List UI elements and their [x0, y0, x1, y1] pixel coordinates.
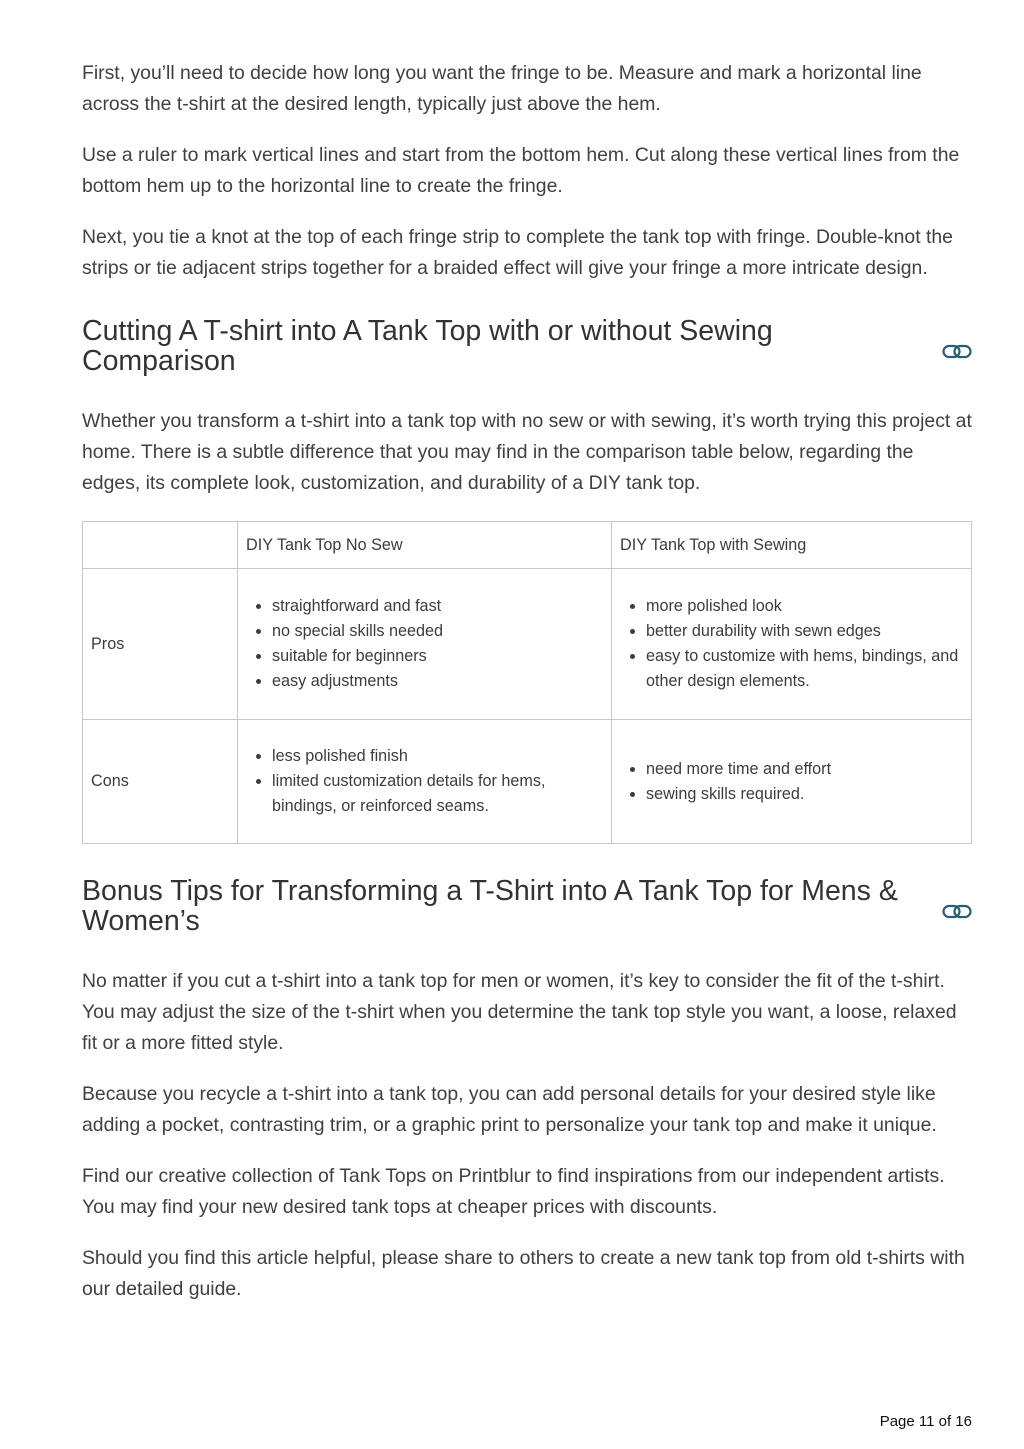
- table-row: [83, 569, 972, 720]
- list-item: • better durability with sewn edges: [646, 619, 963, 644]
- paragraph: Find our creative collection of Tank Tops on Printblur to find inspirations from our independent artists. You may find your new desired tank tops at cheaper prices with discounts.: [82, 1165, 945, 1218]
- list-item: • easy adjustments: [272, 669, 603, 694]
- table-cell: [238, 720, 612, 844]
- list-item: • less polished finish: [272, 744, 603, 769]
- list-item: • need more time and effort: [646, 757, 963, 782]
- paragraph: Should you find this article helpful, please share to others to create a new tank top from old t-shirts with our detailed guide.: [82, 1247, 965, 1300]
- comparison-table: [82, 521, 972, 844]
- table-header-cell: DIY Tank Top No Sew: [238, 522, 612, 569]
- pros-sewing-list: [620, 594, 963, 694]
- pros-no-sew-list: [246, 594, 603, 694]
- table-header-row: [83, 522, 972, 569]
- paragraph: First, you’ll need to decide how long you want the fringe to be. Measure and mark a horizontal line across the t-shirt at the desired length, typically just above the hem.: [82, 62, 922, 115]
- list-item: • limited customization details for hems, bindings, or reinforced seams.: [272, 769, 603, 819]
- section-heading-comparison: [82, 316, 972, 376]
- table-cell: [612, 569, 972, 720]
- row-label: Cons: [83, 720, 238, 844]
- row-label: Pros: [83, 569, 238, 720]
- list-item: • sewing skills required.: [646, 782, 963, 807]
- list-item: • suitable for beginners: [272, 644, 603, 669]
- list-item: • no special skills needed: [272, 619, 603, 644]
- table-cell: [612, 720, 972, 844]
- table-header-cell: [83, 522, 238, 569]
- paragraph: Use a ruler to mark vertical lines and start from the bottom hem. Cut along these vertical lines from the bottom hem up to the horizontal line to create the fringe.: [82, 144, 960, 197]
- article-content: [82, 58, 972, 1325]
- cons-no-sew-list: [246, 744, 603, 819]
- link-icon[interactable]: [942, 343, 972, 361]
- section-title: Bonus Tips for Transforming a T-Shirt into A Tank Top for Mens & Women’s: [82, 875, 898, 937]
- list-item: • easy to customize with hems, bindings, and other design elements.: [646, 644, 963, 694]
- link-icon[interactable]: [942, 903, 972, 921]
- list-item: • more polished look: [646, 594, 963, 619]
- page-number: Page 11 of 16: [879, 1413, 972, 1430]
- paragraph: No matter if you cut a t-shirt into a tank top for men or women, it’s key to consider the fit of the t-shirt. You may adjust the size of the t-shirt when you determine the tank top style you want, a loose, relaxed fit or a more fitted style.: [82, 970, 957, 1054]
- list-item: • straightforward and fast: [272, 594, 603, 619]
- table-row: [83, 720, 972, 844]
- table-header-cell: DIY Tank Top with Sewing: [612, 522, 972, 569]
- cons-sewing-list: [620, 757, 963, 807]
- paragraph: Whether you transform a t-shirt into a tank top with no sew or with sewing, it’s worth trying this project at home. There is a subtle difference that you may find in the comparison table below, regarding the edges, its complete look, customization, and durability of a DIY tank top.: [82, 410, 972, 494]
- paragraph: Because you recycle a t-shirt into a tank top, you can add personal details for your desired style like adding a pocket, contrasting trim, or a graphic print to personalize your tank top and make it unique.: [82, 1083, 937, 1136]
- paragraph: Next, you tie a knot at the top of each fringe strip to complete the tank top with fringe. Double-knot the strips or tie adjacent strips together for a braided effect will give your fringe a more intricate design.: [82, 226, 953, 279]
- section-heading-bonus-tips: [82, 876, 972, 936]
- table-cell: [238, 569, 612, 720]
- section-title: Cutting A T-shirt into A Tank Top with or without Sewing Comparison: [82, 315, 773, 377]
